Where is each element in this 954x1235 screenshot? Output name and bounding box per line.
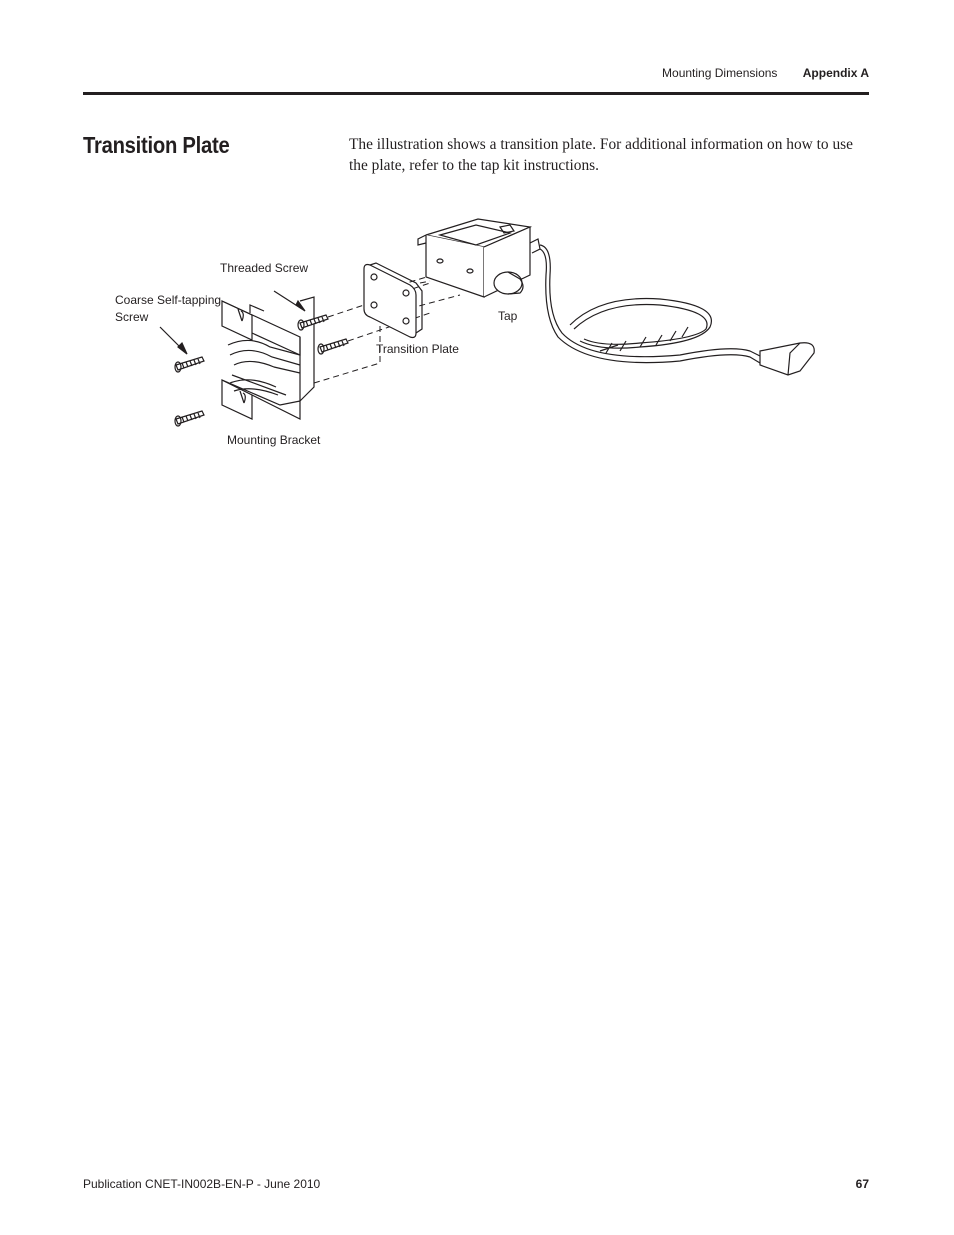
label-coarse-screw-line2: Screw: [115, 310, 149, 324]
page-header: [83, 60, 869, 95]
page-footer: [83, 1177, 869, 1197]
illustration-svg: [100, 205, 840, 465]
publication-info: Publication CNET-IN002B-EN-P - June 2010: [83, 1177, 321, 1191]
label-mounting-bracket: Mounting Bracket: [227, 433, 321, 447]
transition-plate-illustration: [100, 205, 840, 465]
cable-drawing: [540, 245, 814, 375]
label-tap: Tap: [498, 309, 518, 323]
section-heading: Transition Plate: [83, 132, 230, 158]
label-coarse-screw-line1: Coarse Self-tapping: [115, 293, 222, 307]
transition-plate-drawing: [364, 263, 422, 338]
header-section-title: Mounting Dimensions: [662, 66, 778, 80]
intro-paragraph: The illustration shows a transition plate. For additional information on how to use the plate, refer to the tap kit instructions.: [349, 136, 853, 174]
label-threaded-screw: Threaded Screw: [220, 261, 309, 275]
tap-drawing: [418, 219, 540, 297]
page-number: 67: [855, 1177, 869, 1191]
mounting-bracket-drawing: [222, 297, 314, 419]
header-right: [662, 66, 869, 80]
header-appendix-label: Appendix A: [802, 66, 869, 80]
label-transition-plate: Transition Plate: [376, 342, 459, 356]
screw-drawings: [175, 315, 348, 426]
